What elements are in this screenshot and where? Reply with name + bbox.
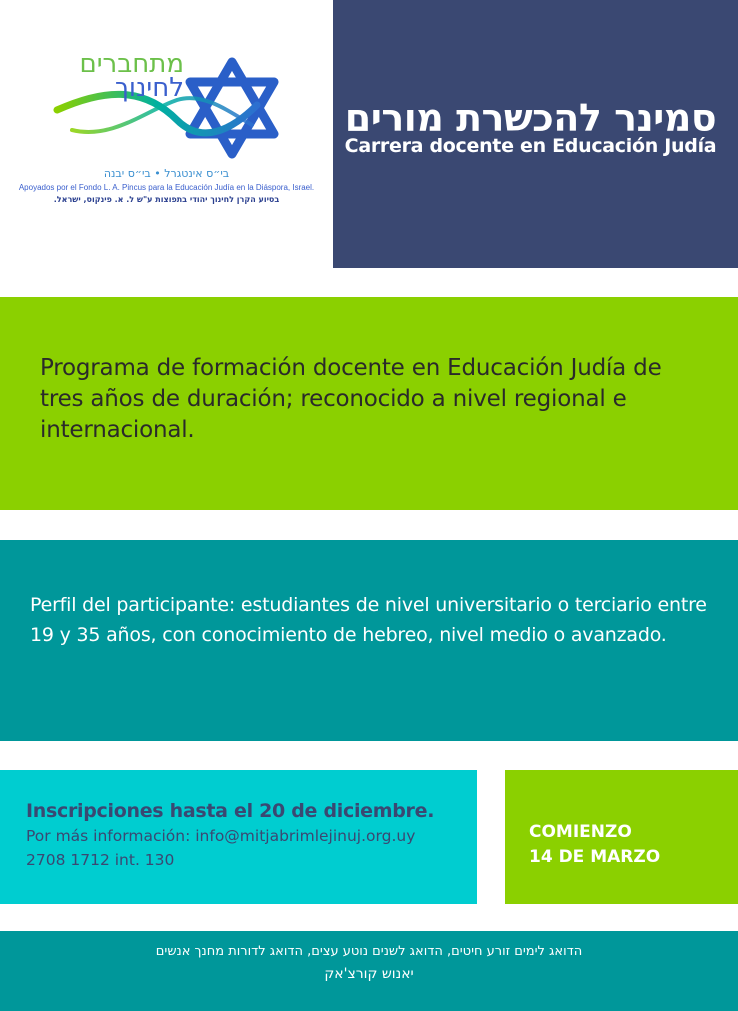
registration-deadline: Inscripciones hasta el 20 de diciembre.: [26, 800, 435, 822]
quote-author: יאנוש קורצ'אק: [324, 966, 414, 982]
header-title-spanish: Carrera docente en Educación Judía: [344, 135, 717, 157]
contact-phone: 2708 1712 int. 130: [26, 851, 175, 869]
logo-support-spanish: Apoyados por el Fondo L. A. Pincus para la Educación Judía en la Diáspora, Israel.: [18, 183, 315, 192]
program-block: [0, 297, 738, 510]
participant-profile: Perfil del participante: estudiantes de nivel universitario o terciario entre 19 y 35 años, con conocimiento de hebreo, nivel medio o avanzado.: [30, 594, 707, 646]
logo-support-hebrew: בסיוע הקרן לחינוך יהודי בתפוצות ע"ש ל. א. פינקוס, ישראל.: [53, 195, 280, 204]
program-description: Programa de formación docente en Educación Judía de tres años de duración; reconocido a nivel regional e internacional.: [40, 355, 662, 443]
logo-title: [74, 49, 184, 103]
start-date: 14 DE MARZO: [529, 847, 661, 867]
quote-text: הדואג לימים זורע חיטים, הדואג לשנים נוטע עצים, הדואג לדורות מחנך אנשים: [155, 944, 583, 959]
contact-email[interactable]: Por más información: info@mitjabrimlejinuj.org.uy: [26, 827, 416, 845]
profile-block: [0, 540, 738, 741]
start-label: COMIENZO: [529, 822, 632, 842]
logo-area: [0, 0, 333, 268]
start-date-block: [505, 770, 738, 904]
header-title-hebrew: סמינר להכשרת מורים: [344, 96, 717, 140]
registration-block: [0, 770, 477, 904]
header-block: [333, 0, 738, 268]
logo-title-line2: לחינוך: [114, 73, 184, 103]
logo-schools: בי״ס אינטגרל • בי״ס יבנה: [103, 167, 230, 180]
footer-quote-block: [0, 931, 738, 1011]
logo-title-line1: מתחברים: [79, 49, 184, 79]
